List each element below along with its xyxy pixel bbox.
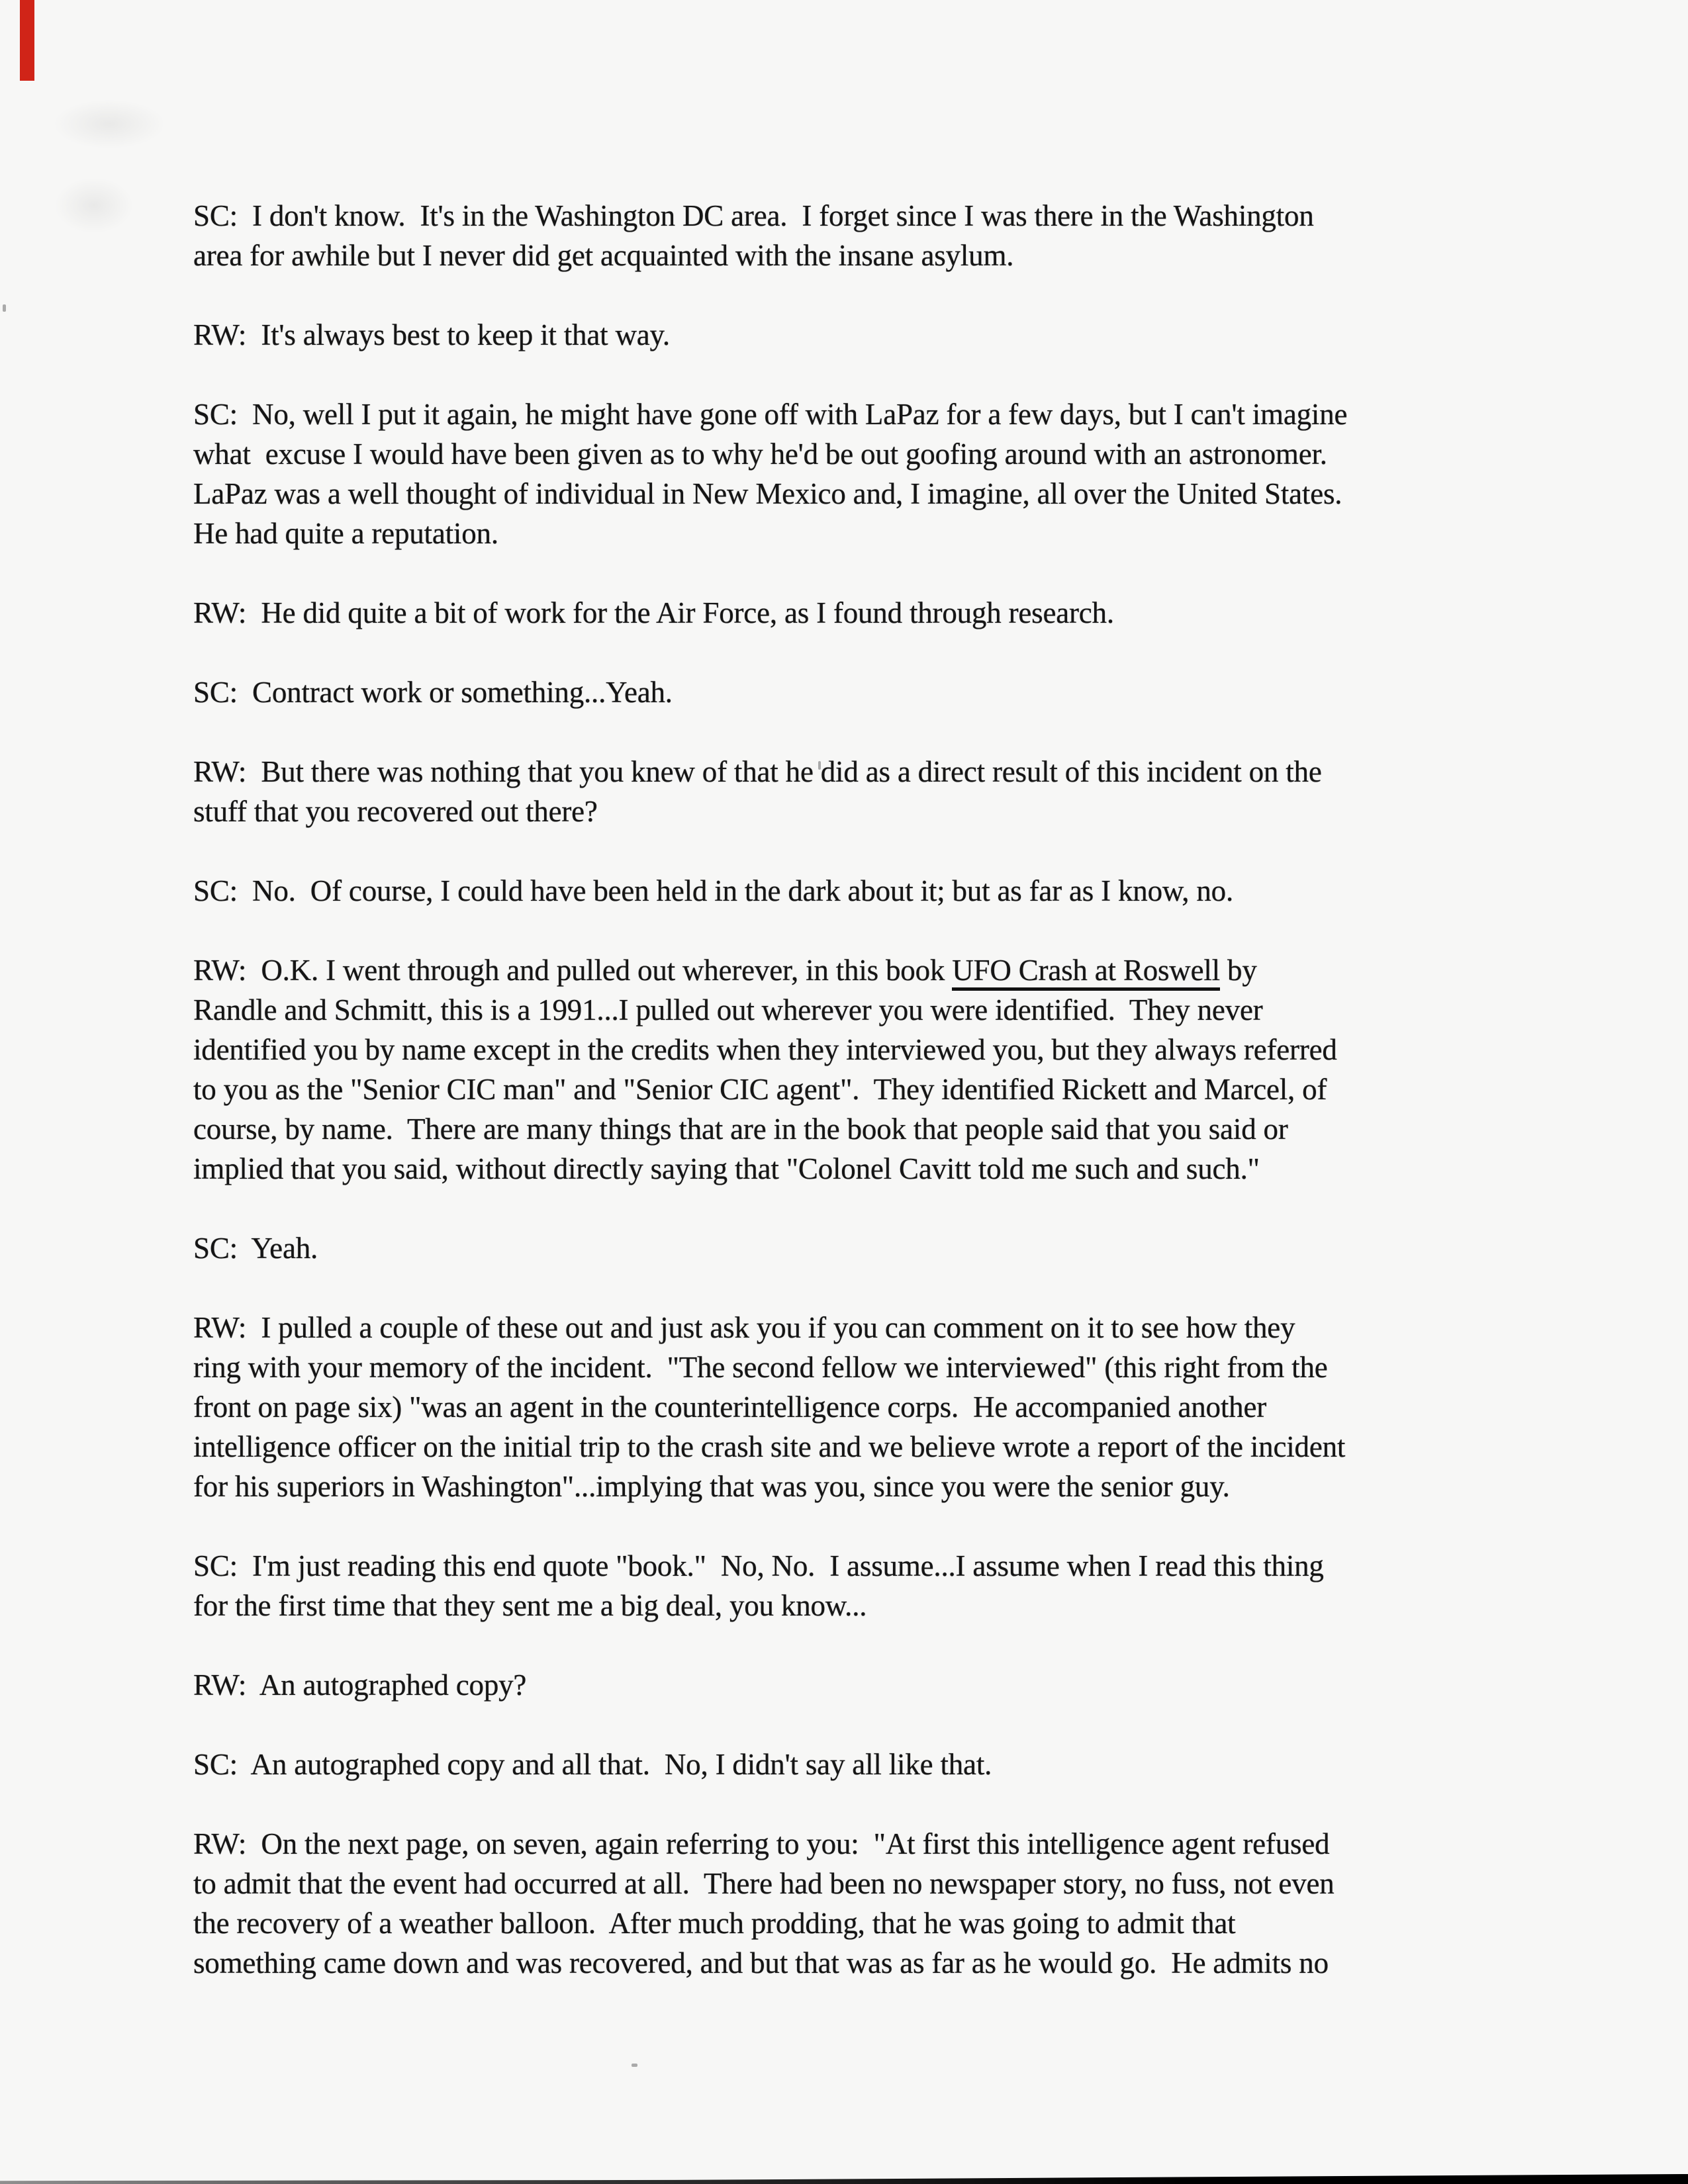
text-line: to admit that the event had occurred at all. There had been no newspaper story, no fuss, not even [193, 1867, 1335, 1900]
text-line: implied that you said, without directly saying that "Colonel Cavitt told me such and such." [193, 1152, 1260, 1185]
scan-smudge [54, 177, 134, 234]
text-line: RW: An autographed copy? [193, 1668, 527, 1702]
text-line: the recovery of a weather balloon. After much prodding, that he was going to admit that [193, 1907, 1236, 1940]
text-line: RW: I pulled a couple of these out and just ask you if you can comment on it to see how they [193, 1311, 1295, 1344]
text-line: LaPaz was a well thought of individual in New Mexico and, I imagine, all over the United States. [193, 477, 1342, 510]
paragraph-sc [193, 871, 1514, 911]
text-line: SC: No, well I put it again, he might have gone off with LaPaz for a few days, but I can't imagine [193, 398, 1348, 431]
text-line: Randle and Schmitt, this is a 1991...I pulled out wherever you were identified. They never [193, 993, 1263, 1026]
scan-bottom-edge [0, 2173, 1688, 2184]
book-title-underlined: UFO Crash at Roswell [952, 954, 1220, 991]
text-line: SC: Yeah. [193, 1232, 318, 1265]
text-line: SC: An autographed copy and all that. No, I didn't say all like that. [193, 1748, 992, 1781]
paragraph-rw [193, 593, 1514, 633]
paragraph-rw [193, 1308, 1514, 1506]
scan-speck [3, 304, 6, 312]
text-line: area for awhile but I never did get acquainted with the insane asylum. [193, 239, 1014, 272]
text-segment: RW: O.K. I went through and pulled out wherever, in this book [193, 954, 953, 987]
paragraph-rw [193, 752, 1514, 831]
text-line: ring with your memory of the incident. "The second fellow we interviewed" (this right from the [193, 1351, 1328, 1384]
transcript-body [193, 196, 1514, 2023]
paragraph-sc [193, 1745, 1514, 1784]
text-line: SC: No. Of course, I could have been held in the dark about it; but as far as I know, no. [193, 874, 1233, 907]
text-line: RW: On the next page, on seven, again referring to you: "At first this intelligence agent refused [193, 1827, 1330, 1860]
paragraph-rw [193, 1824, 1514, 1983]
text-line: identified you by name except in the credits when they interviewed you, but they always referred [193, 1033, 1337, 1066]
scan-smudge [53, 99, 165, 149]
paragraph-sc [193, 394, 1514, 553]
paragraph-rw [193, 950, 1514, 1189]
text-line: SC: I don't know. It's in the Washington DC area. I forget since I was there in the Washington [193, 199, 1314, 232]
text-segment: by [1220, 954, 1257, 987]
paragraph-sc [193, 1228, 1514, 1268]
text-line: RW: He did quite a bit of work for the Air Force, as I found through research. [193, 596, 1114, 629]
text-line: He had quite a reputation. [193, 517, 498, 550]
red-edge-mark [20, 0, 34, 81]
paragraph-rw [193, 315, 1514, 355]
paragraph-sc [193, 196, 1514, 275]
text-line: course, by name. There are many things that are in the book that people said that you said or [193, 1113, 1288, 1146]
text-line: intelligence officer on the initial trip to the crash site and we believe wrote a report of the incident [193, 1430, 1346, 1463]
paragraph-rw [193, 1665, 1514, 1705]
paragraph-sc [193, 1546, 1514, 1625]
text-line: for the first time that they sent me a big deal, you know... [193, 1589, 867, 1622]
text-line: SC: Contract work or something...Yeah. [193, 676, 673, 709]
text-line: RW: But there was nothing that you knew of that he did as a direct result of this incident on the [193, 755, 1322, 788]
text-line [193, 950, 1514, 990]
text-line: stuff that you recovered out there? [193, 795, 598, 828]
text-line: RW: It's always best to keep it that way. [193, 318, 670, 351]
text-line: SC: I'm just reading this end quote "book." No, No. I assume...I assume when I read this thing [193, 1549, 1324, 1582]
text-line: something came down and was recovered, and but that was as far as he would go. He admits no [193, 1946, 1329, 1979]
text-line: to you as the "Senior CIC man" and "Senior CIC agent". They identified Rickett and Marcel, of [193, 1073, 1327, 1106]
paragraph-sc [193, 672, 1514, 712]
scan-speck [632, 2064, 637, 2067]
text-line: front on page six) "was an agent in the counterintelligence corps. He accompanied another [193, 1390, 1267, 1424]
text-line: what excuse I would have been given as to why he'd be out goofing around with an astronomer. [193, 437, 1327, 471]
text-line: for his superiors in Washington"...implying that was you, since you were the senior guy. [193, 1470, 1230, 1503]
